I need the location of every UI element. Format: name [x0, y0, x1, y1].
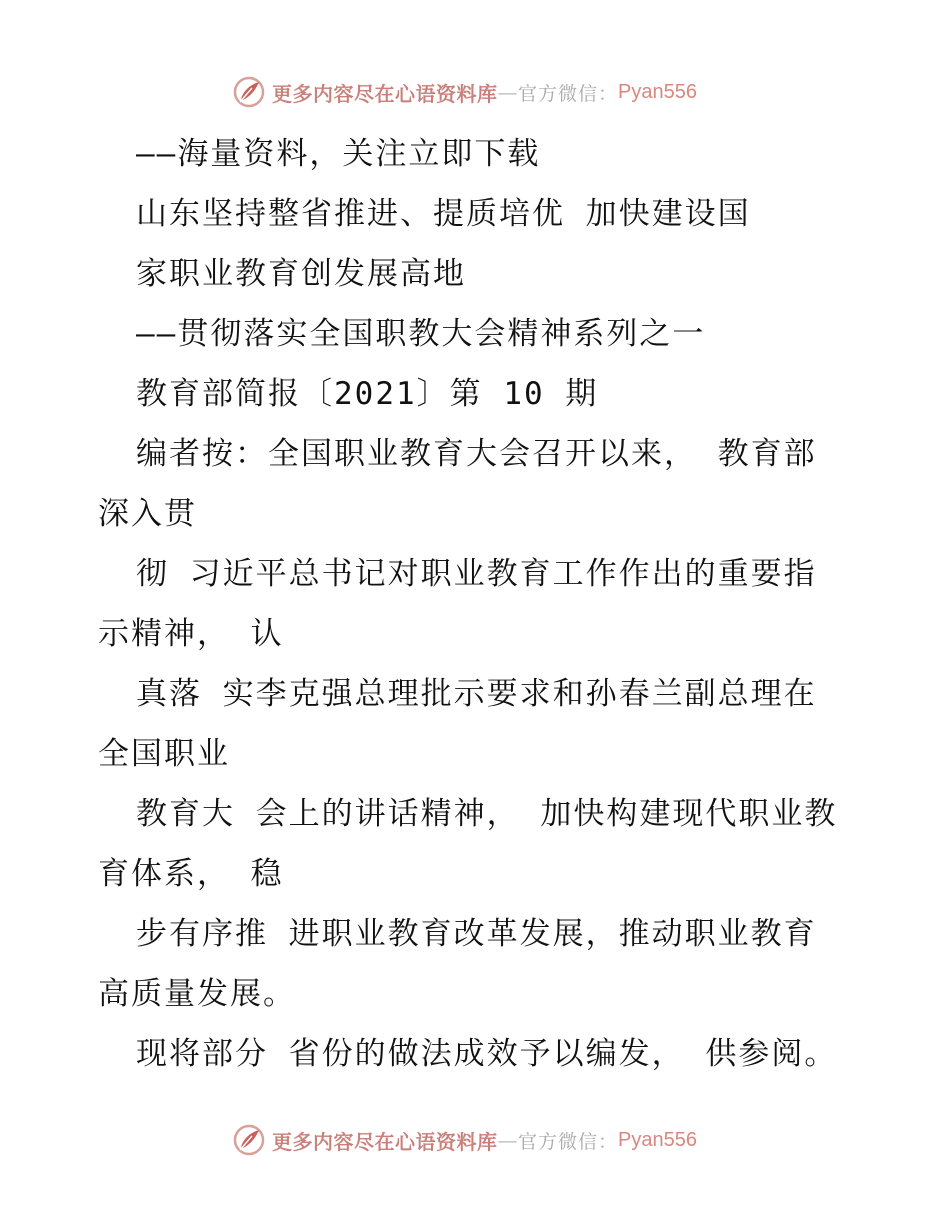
text-line: 真落 实李克强总理批示要求和孙春兰副总理在 — [136, 676, 817, 712]
watermark-label: 官方微信： — [518, 1130, 619, 1153]
text-line: 家职业教育创发展高地 — [136, 256, 466, 292]
watermark-label: 官方微信： — [518, 82, 619, 105]
text-line: 全国职业 — [98, 736, 230, 772]
text-line: 高质量发展。 — [98, 976, 296, 1012]
leaf-quill-logo-icon — [232, 1123, 266, 1157]
text-line: 教育部简报〔2021〕第 10 期 — [136, 376, 599, 412]
text-line: 现将部分 省份的做法成效予以编发， 供参阅。 — [136, 1036, 838, 1072]
text-line: 示精神， 认 — [98, 616, 284, 652]
watermark-wechat-id: Pyan556 — [618, 80, 697, 103]
text-line: ——贯彻落实全国职教大会精神系列之一 — [136, 316, 706, 352]
text-line: 深入贯 — [98, 496, 197, 532]
watermark-wechat-id: Pyan556 — [618, 1128, 697, 1151]
text-line: 山东坚持整省推进、提质培优 加快建设国 — [136, 196, 751, 232]
leaf-quill-logo-icon — [232, 75, 266, 109]
text-line: 步有序推 进职业教育改革发展，推动职业教育 — [136, 916, 817, 952]
watermark-dash: — — [497, 80, 518, 104]
text-line: 育体系， 稳 — [98, 856, 284, 892]
watermark-brand-text: 更多内容尽在心语资料库 — [272, 1129, 498, 1154]
watermark-dash: — — [497, 1128, 518, 1152]
header-watermark — [232, 72, 712, 112]
text-line: 编者按：全国职业教育大会召开以来， 教育部 — [136, 436, 817, 472]
text-line: 教育大 会上的讲话精神， 加快构建现代职业教 — [136, 796, 838, 832]
text-line: 彻 习近平总书记对职业教育工作作出的重要指 — [136, 556, 817, 592]
document-body — [98, 124, 878, 1084]
text-line: ——海量资料，关注立即下载 — [136, 136, 541, 172]
footer-watermark — [232, 1120, 712, 1160]
watermark-brand-text: 更多内容尽在心语资料库 — [272, 81, 498, 106]
